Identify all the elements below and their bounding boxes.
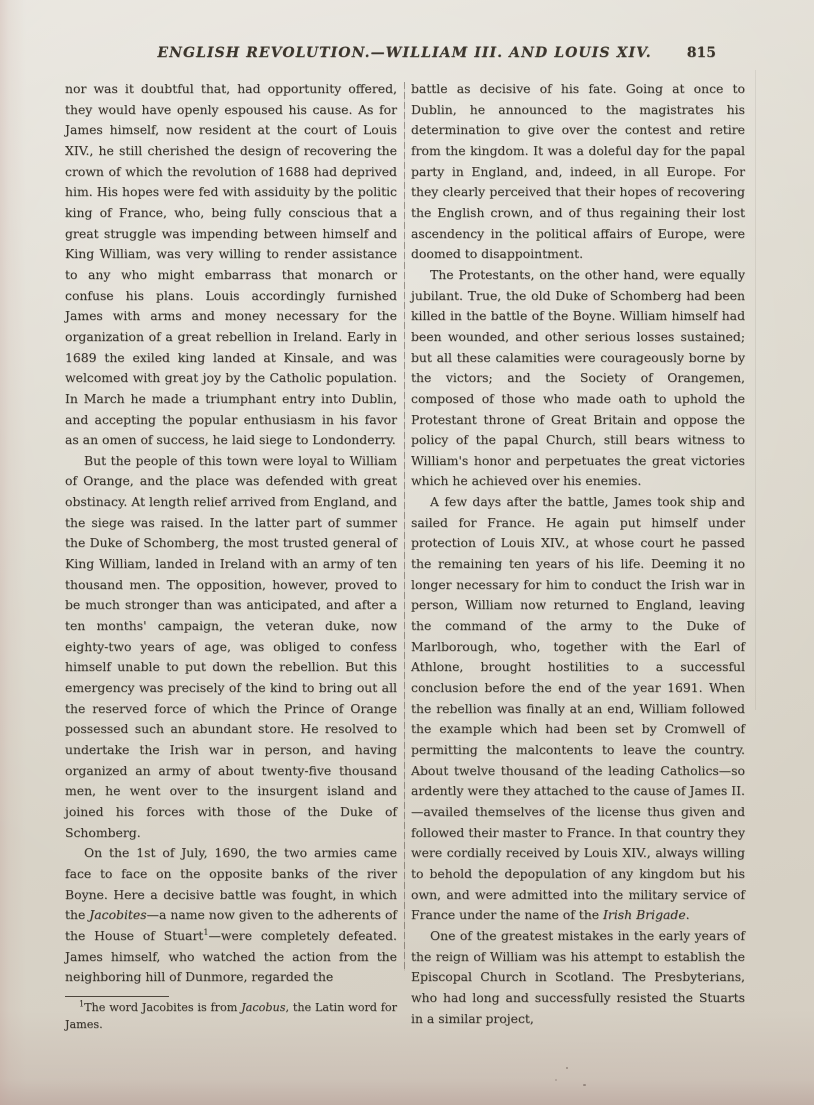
page-header	[0, 0, 814, 67]
paragraph: One of the greatest mistakes in the early years of the reign of William was his attempt to establish the Episcopal Church in Scotland. The Presbyterians, who had long and successfully resisted the Stuarts in a similar project,	[411, 927, 745, 1026]
paragraph: $^1$The word Jacobites is from Jacobus, the Latin word for James.	[65, 999, 398, 1031]
running-title: ENGLISH REVOLUTION.—WILLIAM III. AND LOUIS XIV.	[157, 45, 652, 61]
paragraph: A few days after the battle, James took ship and sailed for France. He again put himself under protection of Louis XIV., at whose court he passed the remaining ten years of his life. Deeming it no longer necessary for him to conduct the Irish war in person, William now returned to England, leaving the command of the army to the Duke of Marlborough, who, together with the Earl of Athlone, brought hostilities to a successful conclusion before the end of the year 1691. When the rebellion was finally at an end, William followed the example which had been set by Cromwell of permitting the malcontents to leave the country. About twelve thousand of the leading Catholics—so ardently were they attached to the cause of James II.—availed themselves of the license thus given and followed their master to France. In that country they were cordially received by Louis XIV., always willing to behold the depopulation of any kingdom but his own, and were admitted into the military service of France under the name of the Irish Brigade.	[411, 494, 745, 923]
page-number: 815	[686, 45, 716, 61]
left-column	[65, 79, 397, 1033]
footnote	[65, 1000, 397, 1034]
scan-edge-shadow	[755, 70, 756, 710]
paragraph: battle as decisive of his fate. Going at once to Dublin, he announced to the magistrates his determination to give over the contest and retire from the kingdom. It was a doleful day for the papal party in England, and, indeed, in all Europe. For they clearly perceived that their hopes of recovering the English crown, and of thus regaining their lost ascendency in the political affairs of Europe, were doomed to disappointment.	[411, 81, 745, 262]
scan-speck	[583, 1084, 586, 1086]
paragraph: On the 1st of July, 1690, the two armies came face to face on the opposite banks of the river Boyne. Here a decisive battle was fought, in which the Jacobites—a name now given to the adherents of the House of Stuart$^1$—were completely defeated. James himself, who watched the action from the neighboring hill of Dunmore, regarded the	[65, 845, 397, 985]
footnote-rule	[65, 996, 169, 997]
right-column	[411, 79, 745, 1033]
scan-speck	[555, 1079, 557, 1081]
scan-speck	[566, 1067, 568, 1069]
paragraph: The Protestants, on the other hand, were equally jubilant. True, the old Duke of Schomberg had been killed in the battle of the Boyne. William himself had been wounded, and other serious losses sustained; but all these calamities were courageously borne by the victors; and the Society of Orangemen, composed of those who made oath to uphold the Protestant throne of Great Britain and oppose the policy of the papal Church, still bears witness to William's honor and perpetuates the great victories which he achieved over his enemies.	[411, 266, 745, 489]
left-column-text	[65, 79, 397, 988]
paragraph: But the people of this town were loyal to William of Orange, and the place was defended with great obstinacy. At length relief arrived from England, and the siege was raised. In the latter part of summer the Duke of Schomberg, the most trusted general of King William, landed in Ireland with an army of ten thousand men. The opposition, however, proved to be much stronger than was anticipated, and after a ten months' campaign, the veteran duke, now eighty-two years of age, was obliged to confess himself unable to put down the rebellion. But this emergency was precisely of the kind to bring out all the reserved force of which the Prince of Orange possessed such an abundant store. He resolved to undertake the Irish war in person, and having organized an army of about twenty-five thousand men, he went over to the insurgent island and joined his forces with those of the Duke of Schomberg.	[65, 452, 397, 840]
column-divider	[404, 82, 405, 971]
text-columns	[65, 79, 745, 1033]
right-column-text	[411, 79, 745, 1029]
paragraph: nor was it doubtful that, had opportunity offered, they would have openly espoused his cause. As for James himself, now resident at the court of Louis XIV., he still cherished the design of recovering the crown of which the revolution of 1688 had deprived him. His hopes were fed with assiduity by the politic king of France, who, being fully conscious that a great struggle was impending between himself and King William, was very willing to render assistance to any who might embarrass that monarch or confuse his plans. Louis accordingly furnished James with arms and money necessary for the organization of a great rebellion in Ireland. Early in 1689 the exiled king landed at Kinsale, and was welcomed with great joy by the Catholic population. In March he made a triumphant entry into Dublin, and accepting the popular enthusiasm in his favor as an omen of success, he laid siege to Londonderry.	[65, 81, 397, 448]
